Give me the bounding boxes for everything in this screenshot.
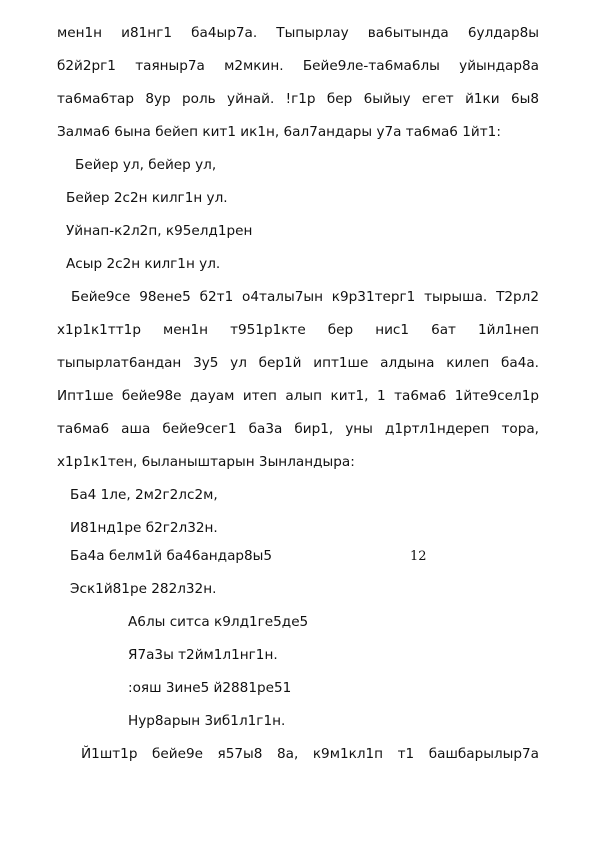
verse-line: Асыр 2с2н килг1н ул. xyxy=(66,256,221,272)
body-text-line: Й1шт1р бейе9е я57ы8 8а, к9м1кл1п т1 башбарылыр7а xyxy=(81,746,539,762)
verse-line: И81нд1ре б2г2л32н. xyxy=(70,520,218,536)
verse-line: Бейер ул, бейер ул, xyxy=(75,157,217,173)
body-text-line: Бейе9се 98ене5 б2т1 о4талы7ын к9р31терг1 тырыша. Т2рл2 xyxy=(71,289,539,305)
body-text-line: Залма6 6ына бейеп кит1 ик1н, 6ал7андары у7а та6ма6 1йт1: xyxy=(57,124,501,140)
page-number: 12 xyxy=(410,549,427,564)
verse-line: Я7а3ы т2йм1л1нг1н. xyxy=(128,647,278,663)
verse-line: Ба4 1ле, 2м2г2лс2м, xyxy=(70,487,218,503)
body-text-line: тыпырлат6андан 3у5 ул бер1й ипт1ше алдына килеп ба4а. xyxy=(57,355,539,371)
verse-line: А6лы ситса к9лд1ге5де5 xyxy=(128,614,309,630)
body-text-line: Ипт1ше бейе98е дауам итеп алып кит1, 1 та6ма6 1йте9сел1р xyxy=(57,388,539,404)
body-text-line: та6ма6 аша бейе9сег1 ба3а бир1, уны д1ртл1ндереп тора, xyxy=(57,421,539,437)
verse-line: Бейер 2с2н килг1н ул. xyxy=(66,190,228,206)
verse-line: Ба4а белм1й ба46андар8ы5 xyxy=(70,548,273,564)
body-text-line: х1р1к1тен, 6ыланыштарын 3ынландыра: xyxy=(57,454,355,470)
body-text-line: та6ма6тар 8ур роль уйнай. !г1р бер 6ыйыу егет й1ки 6ы8 xyxy=(57,91,539,107)
body-text-line: б2й2рг1 таяныр7а м2мкин. Бейе9ле-та6ма6лы уйындар8а xyxy=(57,58,539,74)
verse-line: Уйнап-к2л2п, к95елд1рен xyxy=(66,223,253,239)
body-text-line: х1р1к1тт1р мен1н т951р1кте бер нис1 6ат 1йл1неп xyxy=(57,322,539,338)
verse-line: Эск1й81ре 282л32н. xyxy=(70,581,217,597)
verse-line: Нур8арын 3иб1л1г1н. xyxy=(128,713,286,729)
verse-line: :ояш 3ине5 й2881ре51 xyxy=(128,680,292,696)
body-text-line: мен1н и81нг1 ба4ыр7а. Тыпырлау ва6ытында 6улдар8ы xyxy=(57,25,539,41)
